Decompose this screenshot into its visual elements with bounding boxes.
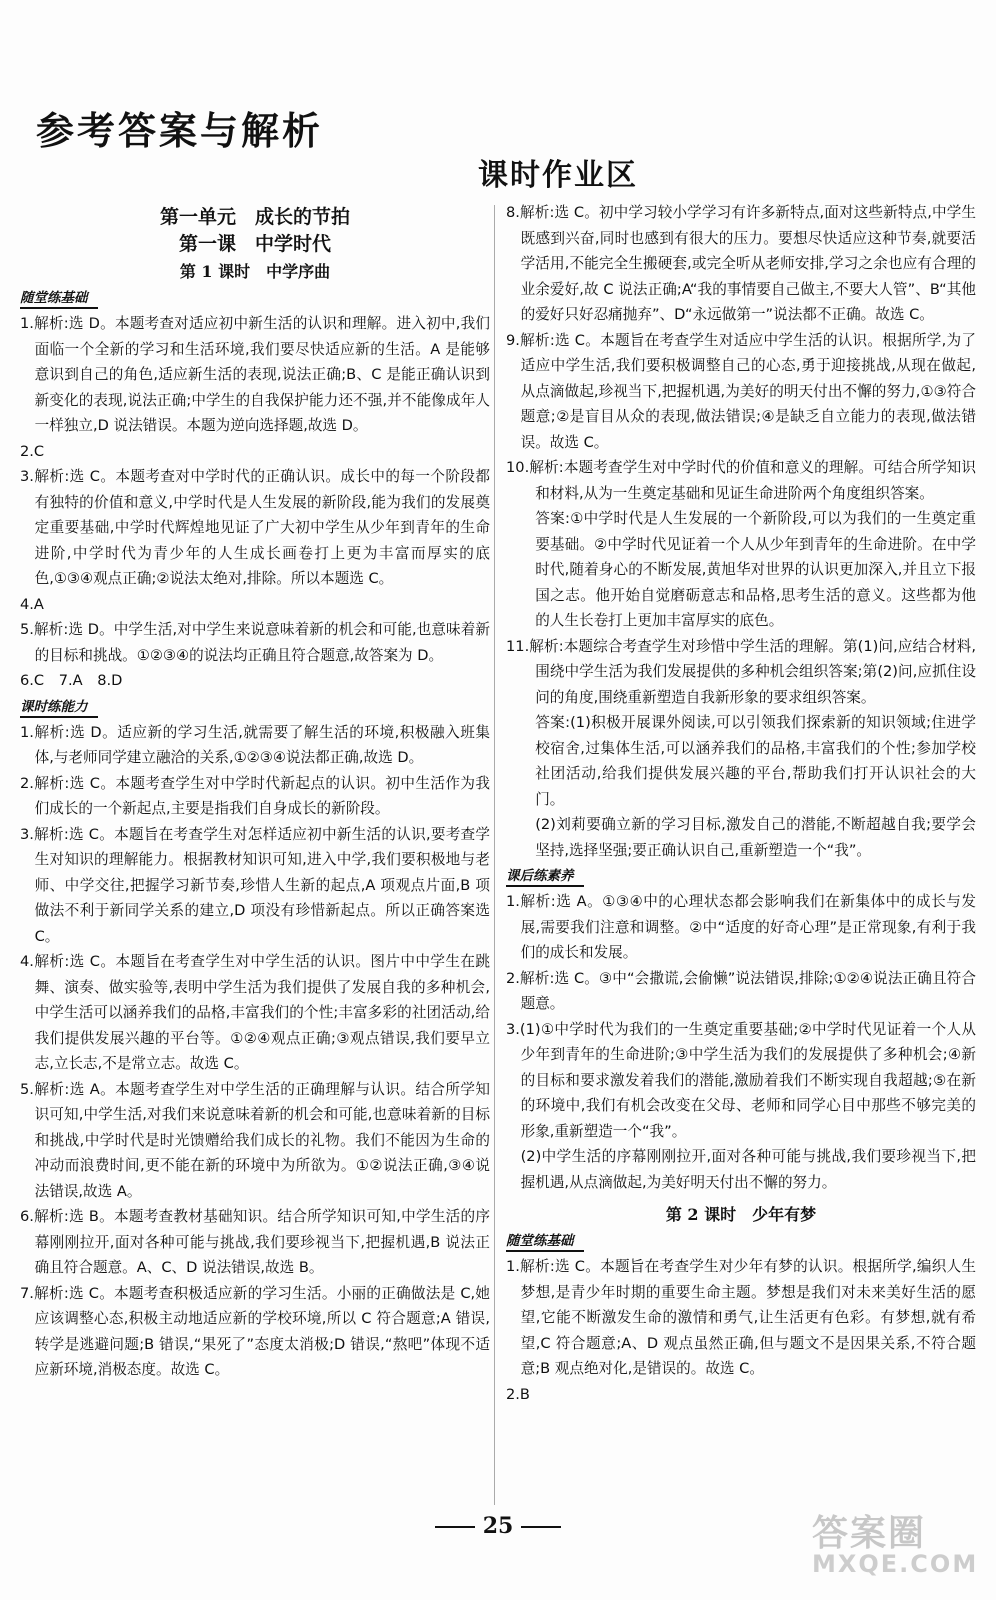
section-label: 随堂练基础 xyxy=(506,1232,584,1252)
period-heading: 第 1 课时 中学序曲 xyxy=(179,262,331,281)
sub-title: 课时作业区 xyxy=(478,158,638,193)
dash-decoration xyxy=(521,1526,561,1528)
answer-item: 4.A xyxy=(20,595,44,613)
answer-item: 7.解析:选 C。本题考查积极适应新的学习生活。小丽的正确做法是 C,她应该调整心态,积极主动地适应新的学校环境,所以 C 符合题意;A 错误,转学是逃避问题;B 错误,“果死了”态度太消极;D 错误,“熬吧”体现不适应新环境,消极态度。故选 C。 xyxy=(20,1284,490,1378)
watermark-url: MXQE.COM xyxy=(812,1550,979,1578)
answer-item: 2.解析:选 C。本题考查学生对中学时代新起点的认识。初中生活作为我们成长的一个新起点,主要是指我们自身成长的新阶段。 xyxy=(20,774,490,817)
left-column xyxy=(20,200,490,1383)
answer-item: 4.解析:选 C。本题旨在考查学生对中学生活的认识。图片中中学生在跳舞、演奏、做实验等,表明中学生活为我们提供了发展自我的多种机会,中学生活可以涵养我们的品格,丰富我们的个性;丰富多彩的社团活动,给我们提供发展兴趣的平台等。①②④观点正确;③观点错误,我们要早立志,立长志,不是常立志。故选 C。 xyxy=(20,953,490,1072)
answer-item: 2.C xyxy=(20,442,45,460)
answer-item: 2.解析:选 C。③中“会撒谎,会偷懒”说法错误,排除;①②④说法正确且符合题意。 xyxy=(506,969,976,1012)
watermark xyxy=(812,1505,982,1585)
answer-item: 1.解析:选 D。适应新的学习生活,就需要了解生活的环境,积极融入班集体,与老师同学建立融洽的关系,①②③④说法都正确,故选 D。 xyxy=(20,723,490,766)
answer-text: (2)刘莉要确立新的学习目标,激发自己的潜能,不断超越自我;要学会坚持,选择坚强;要正确认识自己,重新塑造一个“我”。 xyxy=(535,816,976,859)
answer-item: 5.解析:选 A。本题考查学生对中学生活的正确理解与认识。结合所学知识可知,中学生活,对我们来说意味着新的机会和可能,也意味着新的目标和挑战,中学时代是时光馈赠给我们成长的礼物。我们不能因为生命的冲动而浪费时间,更不能在新的环境中为所欲为。①②说法正确,③④说法错误,故选 A。 xyxy=(20,1080,490,1200)
answer-item: 1.解析:选 A。①③④中的心理状态都会影响我们在新集体中的成长与发展,需要我们注意和调整。②中“适度的好奇心理”是正常现象,有利于我们的成长和发展。 xyxy=(506,893,976,961)
answer-text: 答案:①中学时代是人生发展的一个新阶段,可以为我们的一生奠定重要基础。②中学时代见证着一个人从少年到青年的生命进阶。在中学时代,随着身心的不断发展,黄旭华对世界的认识更加深入,并且立下报国之志。他开始自觉磨砺意志和品格,思考生活的意义。这些都为他的人生长卷打上更加丰富厚实的底色。 xyxy=(535,510,976,629)
period-heading: 第 2 课时 少年有梦 xyxy=(665,1205,817,1224)
answer-item: 1.解析:选 D。本题考查对适应初中新生活的认识和理解。进入初中,我们面临一个全新的学习和生活环境,我们要尽快适应新的生活。A 是能够意识到自己的角色,适应新生活的表现,说法正确;B、C 是能正确认识到新变化的表现,说法正确;中学生的自我保护能力还不强,并不能像成年人一样独立,D 说法错误。本题为逆向选择题,故选 D。 xyxy=(20,315,490,434)
answer-item: 9.解析:选 C。本题旨在考查学生对适应中学生活的认识。根据所学,为了适应中学生活,我们要积极调整自己的心态,勇于迎接挑战,从现在做起,从点滴做起,珍视当下,把握机遇,为美好的明天付出不懈的努力,①③符合题意;②是盲目从众的表现,做法错误;④是缺乏自立能力的表现,做法错误。故选 C。 xyxy=(506,331,976,451)
answer-item: 6.C 7.A 8.D xyxy=(20,672,123,689)
answer-item: 3.解析:选 C。本题旨在考查学生对怎样适应初中新生活的认识,要考查学生对知识的理解能力。根据教材知识可知,进入中学,我们要积极地与老师、中学交往,把握学习新节奏,珍惜人生新的起点,A 项观点片面,B 项做法不利于新同学关系的建立,D 项没有珍惜新起点。所以正确答案选 C。 xyxy=(20,825,490,945)
answer-item: 10.解析:本题考查学生对中学时代的价值和意义的理解。可结合所学知识和材料,从为一生奠定基础和见证生命进阶两个角度组织答案。 xyxy=(506,459,976,502)
main-title: 参考答案与解析 xyxy=(36,108,324,153)
lesson-heading: 第一课 中学时代 xyxy=(178,233,331,255)
answer-item: 5.解析:选 D。中学生活,对中学生来说意味着新的机会和可能,也意味着新的目标和挑战。①②③④的说法均正确且符合题意,故答案为 D。 xyxy=(20,621,490,664)
right-column xyxy=(506,200,976,1407)
column-divider xyxy=(494,205,495,1505)
unit-heading: 第一单元 成长的节拍 xyxy=(159,206,350,228)
answer-item: 11.解析:本题综合考查学生对珍惜中学生活的理解。第(1)问,应结合材料,围绕中学生活为我们发展提供的多种机会组织答案;第(2)问,应抓住设问的角度,围绕重新塑造自我新形象的要求组织答案。 xyxy=(506,637,976,706)
answer-text: 答案:(1)积极开展课外阅读,可以引领我们探索新的知识领域;住进学校宿舍,过集体生活,可以涵养我们的品格,丰富我们的个性;参加学校社团活动,给我们提供发展兴趣的平台,帮助我们打开认识社会的大门。 xyxy=(535,714,976,808)
answer-item: 3.解析:选 C。本题考查对中学时代的正确认识。成长中的每一个阶段都有独特的价值和意义,中学时代是人生发展的新阶段,能为我们的发展奠定重要基础,中学时代辉煌地见证了广大初中学生从少年到青年的生命进阶,中学时代为青少年的人生成长画卷打上更为丰富而厚实的底色,①③④观点正确;②说法太绝对,排除。所以本题选 C。 xyxy=(20,468,490,587)
section-label: 课时练能力 xyxy=(20,698,98,718)
dash-decoration xyxy=(435,1526,475,1528)
answer-item: 6.解析:选 B。本题考查教材基础知识。结合所学知识可知,中学生活的序幕刚刚拉开,面对各种可能与挑战,我们要珍视当下,把握机遇,B 说法正确且符合题意。A、C、D 说法错误,故选 B。 xyxy=(20,1208,490,1276)
watermark-logo: 答案圈 xyxy=(812,1513,927,1554)
answer-text: (2)中学生活的序幕刚刚拉开,面对各种可能与挑战,我们要珍视当下,把握机遇,从点滴做起,为美好明天付出不懈的努力。 xyxy=(520,1148,976,1191)
answer-item: 8.解析:选 C。初中学习较小学学习有许多新特点,面对这些新特点,中学生既感到兴奋,同时也感到有很大的压力。要想尽快适应这种节奏,就要活学活用,不能完全生搬硬套,或完全听从老师安排,学习之余也应有合理的业余爱好,故 C 说法正确;A“我的事情要自己做主,不要大人管”、B“其他的爱好只好忍痛抛弃”、D“永远做第一”说法都不正确。故选 C。 xyxy=(506,204,976,323)
section-label: 随堂练基础 xyxy=(20,289,98,309)
answer-item: 1.解析:选 C。本题旨在考查学生对少年有梦的认识。根据所学,编织人生梦想,是青少年时期的重要生命主题。梦想是我们对未来美好生活的愿望,它能不断激发生命的激情和勇气,让生活更有色彩。有梦想,就有希望,C 符合题意;A、D 观点虽然正确,但与题文不是因果关系,不符合题意;B 观点绝对化,是错误的。故选 C。 xyxy=(506,1258,976,1377)
answer-item: 2.B xyxy=(506,1385,530,1403)
section-label: 课后练素养 xyxy=(506,867,584,887)
answer-item: 3.(1)①中学时代为我们的一生奠定重要基础;②中学时代见证着一个人从少年到青年的生命进阶;③中学生活为我们的发展提供了多种机会;④新的目标和要求激发着我们的潜能,激励着我们不断实现自我超越;⑤在新的环境中,我们有机会改变在父母、老师和同学心目中那些不够完美的形象,重新塑造一个“我”。 xyxy=(506,1020,976,1140)
page-number-text: 25 xyxy=(482,1513,514,1539)
